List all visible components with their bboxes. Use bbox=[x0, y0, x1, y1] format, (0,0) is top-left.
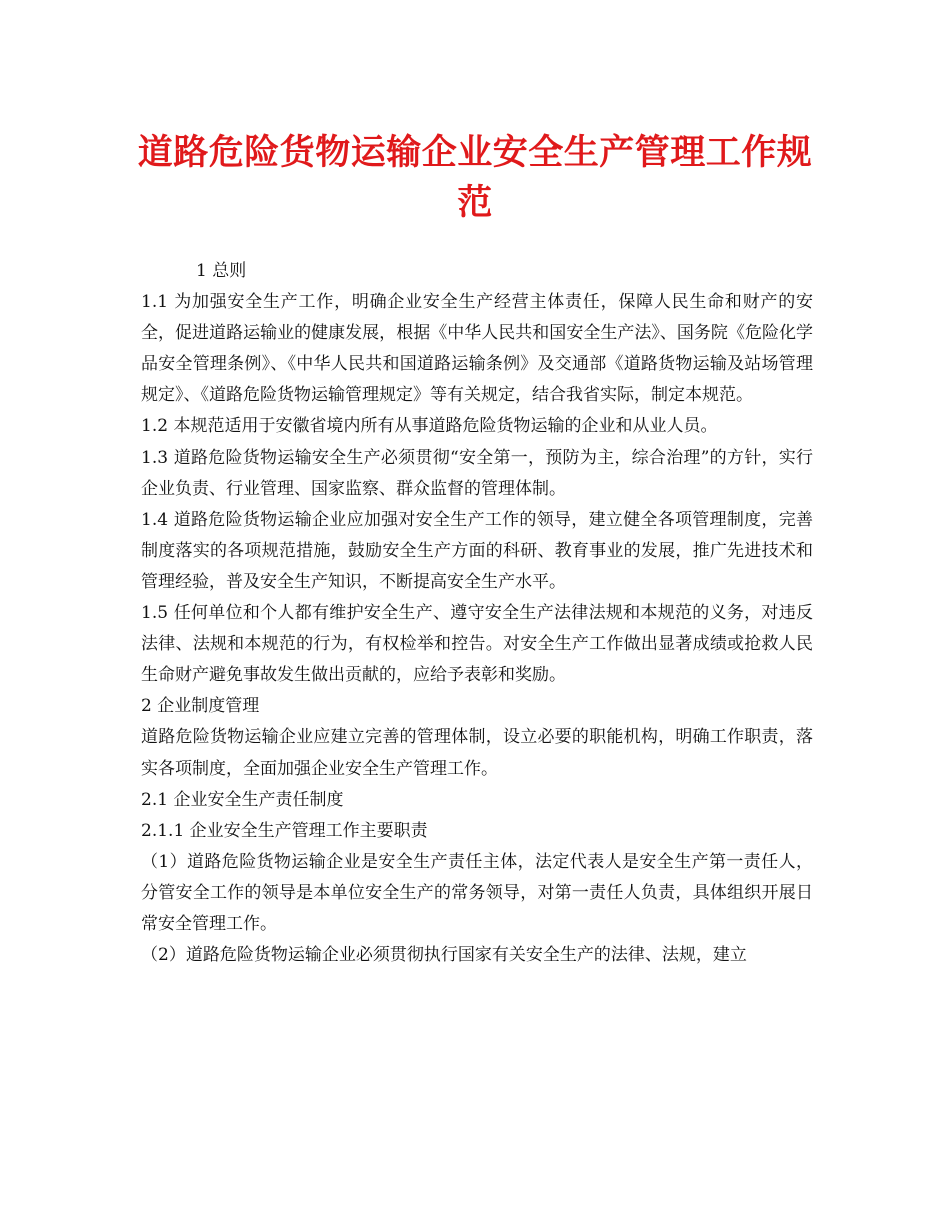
section-heading-enterprise-management: 2 企业制度管理 bbox=[141, 696, 260, 717]
paragraph-section-2-intro: 道路危险货物运输企业应建立完善的管理体制，设立必要的职能机构，明确工作职责，落实各项制度，全面加强企业安全生产管理工作。 bbox=[141, 727, 813, 779]
document-body bbox=[141, 256, 813, 971]
paragraph-1-2: 1.2 本规范适用于安徽省境内所有从事道路危险货物运输的企业和从业人员。 bbox=[141, 416, 718, 437]
list-item-2: （2）道路危险货物运输企业必须贯彻执行国家有关安全生产的法律、法规，建立 bbox=[141, 945, 747, 966]
paragraph-1-3: 1.3 道路危险货物运输安全生产必须贯彻“安全第一，预防为主，综合治理”的方针，实行企业负责、行业管理、国家监察、群众监督的管理体制。 bbox=[141, 447, 813, 499]
paragraph-1-4: 1.4 道路危险货物运输企业应加强对安全生产工作的领导，建立健全各项管理制度，完善制度落实的各项规范措施，鼓励安全生产方面的科研、教育事业的发展，推广先进技术和管理经验，普及安全生产知识，不断提高安全生产水平。 bbox=[141, 509, 813, 592]
paragraph-1-5: 1.5 任何单位和个人都有维护安全生产、遵守安全生产法律法规和本规范的义务，对违反法律、法规和本规范的行为，有权检举和控告。对安全生产工作做出显著成绩或抢救人民生命财产避免事故发生做出贡献的，应给予表彰和奖励。 bbox=[141, 603, 813, 686]
list-item-1: （1）道路危险货物运输企业是安全生产责任主体，法定代表人是安全生产第一责任人，分管安全工作的领导是本单位安全生产的常务领导，对第一责任人负责，具体组织开展日常安全管理工作。 bbox=[141, 851, 813, 934]
document-title: 道路危险货物运输企业安全生产管理工作规范 bbox=[137, 132, 813, 223]
section-heading-general: 1 总则 bbox=[196, 261, 247, 281]
paragraph-1-1: 1.1 为加强安全生产工作，明确企业安全生产经营主体责任，保障人民生命和财产的安全，促进道路运输业的健康发展，根据《中华人民共和国安全生产法》、国务院《危险化学品安全管理条例》、《中华人民共和国道路运输条例》及交通部《道路货物运输及站场管理规定》、《道路危险货物运输管理规定》等有关规定，结合我省实际，制定本规范。 bbox=[141, 292, 813, 406]
subsection-heading-2-1-1: 2.1.1 企业安全生产管理工作主要职责 bbox=[141, 820, 428, 841]
subsection-heading-2-1: 2.1 企业安全生产责任制度 bbox=[141, 789, 344, 810]
